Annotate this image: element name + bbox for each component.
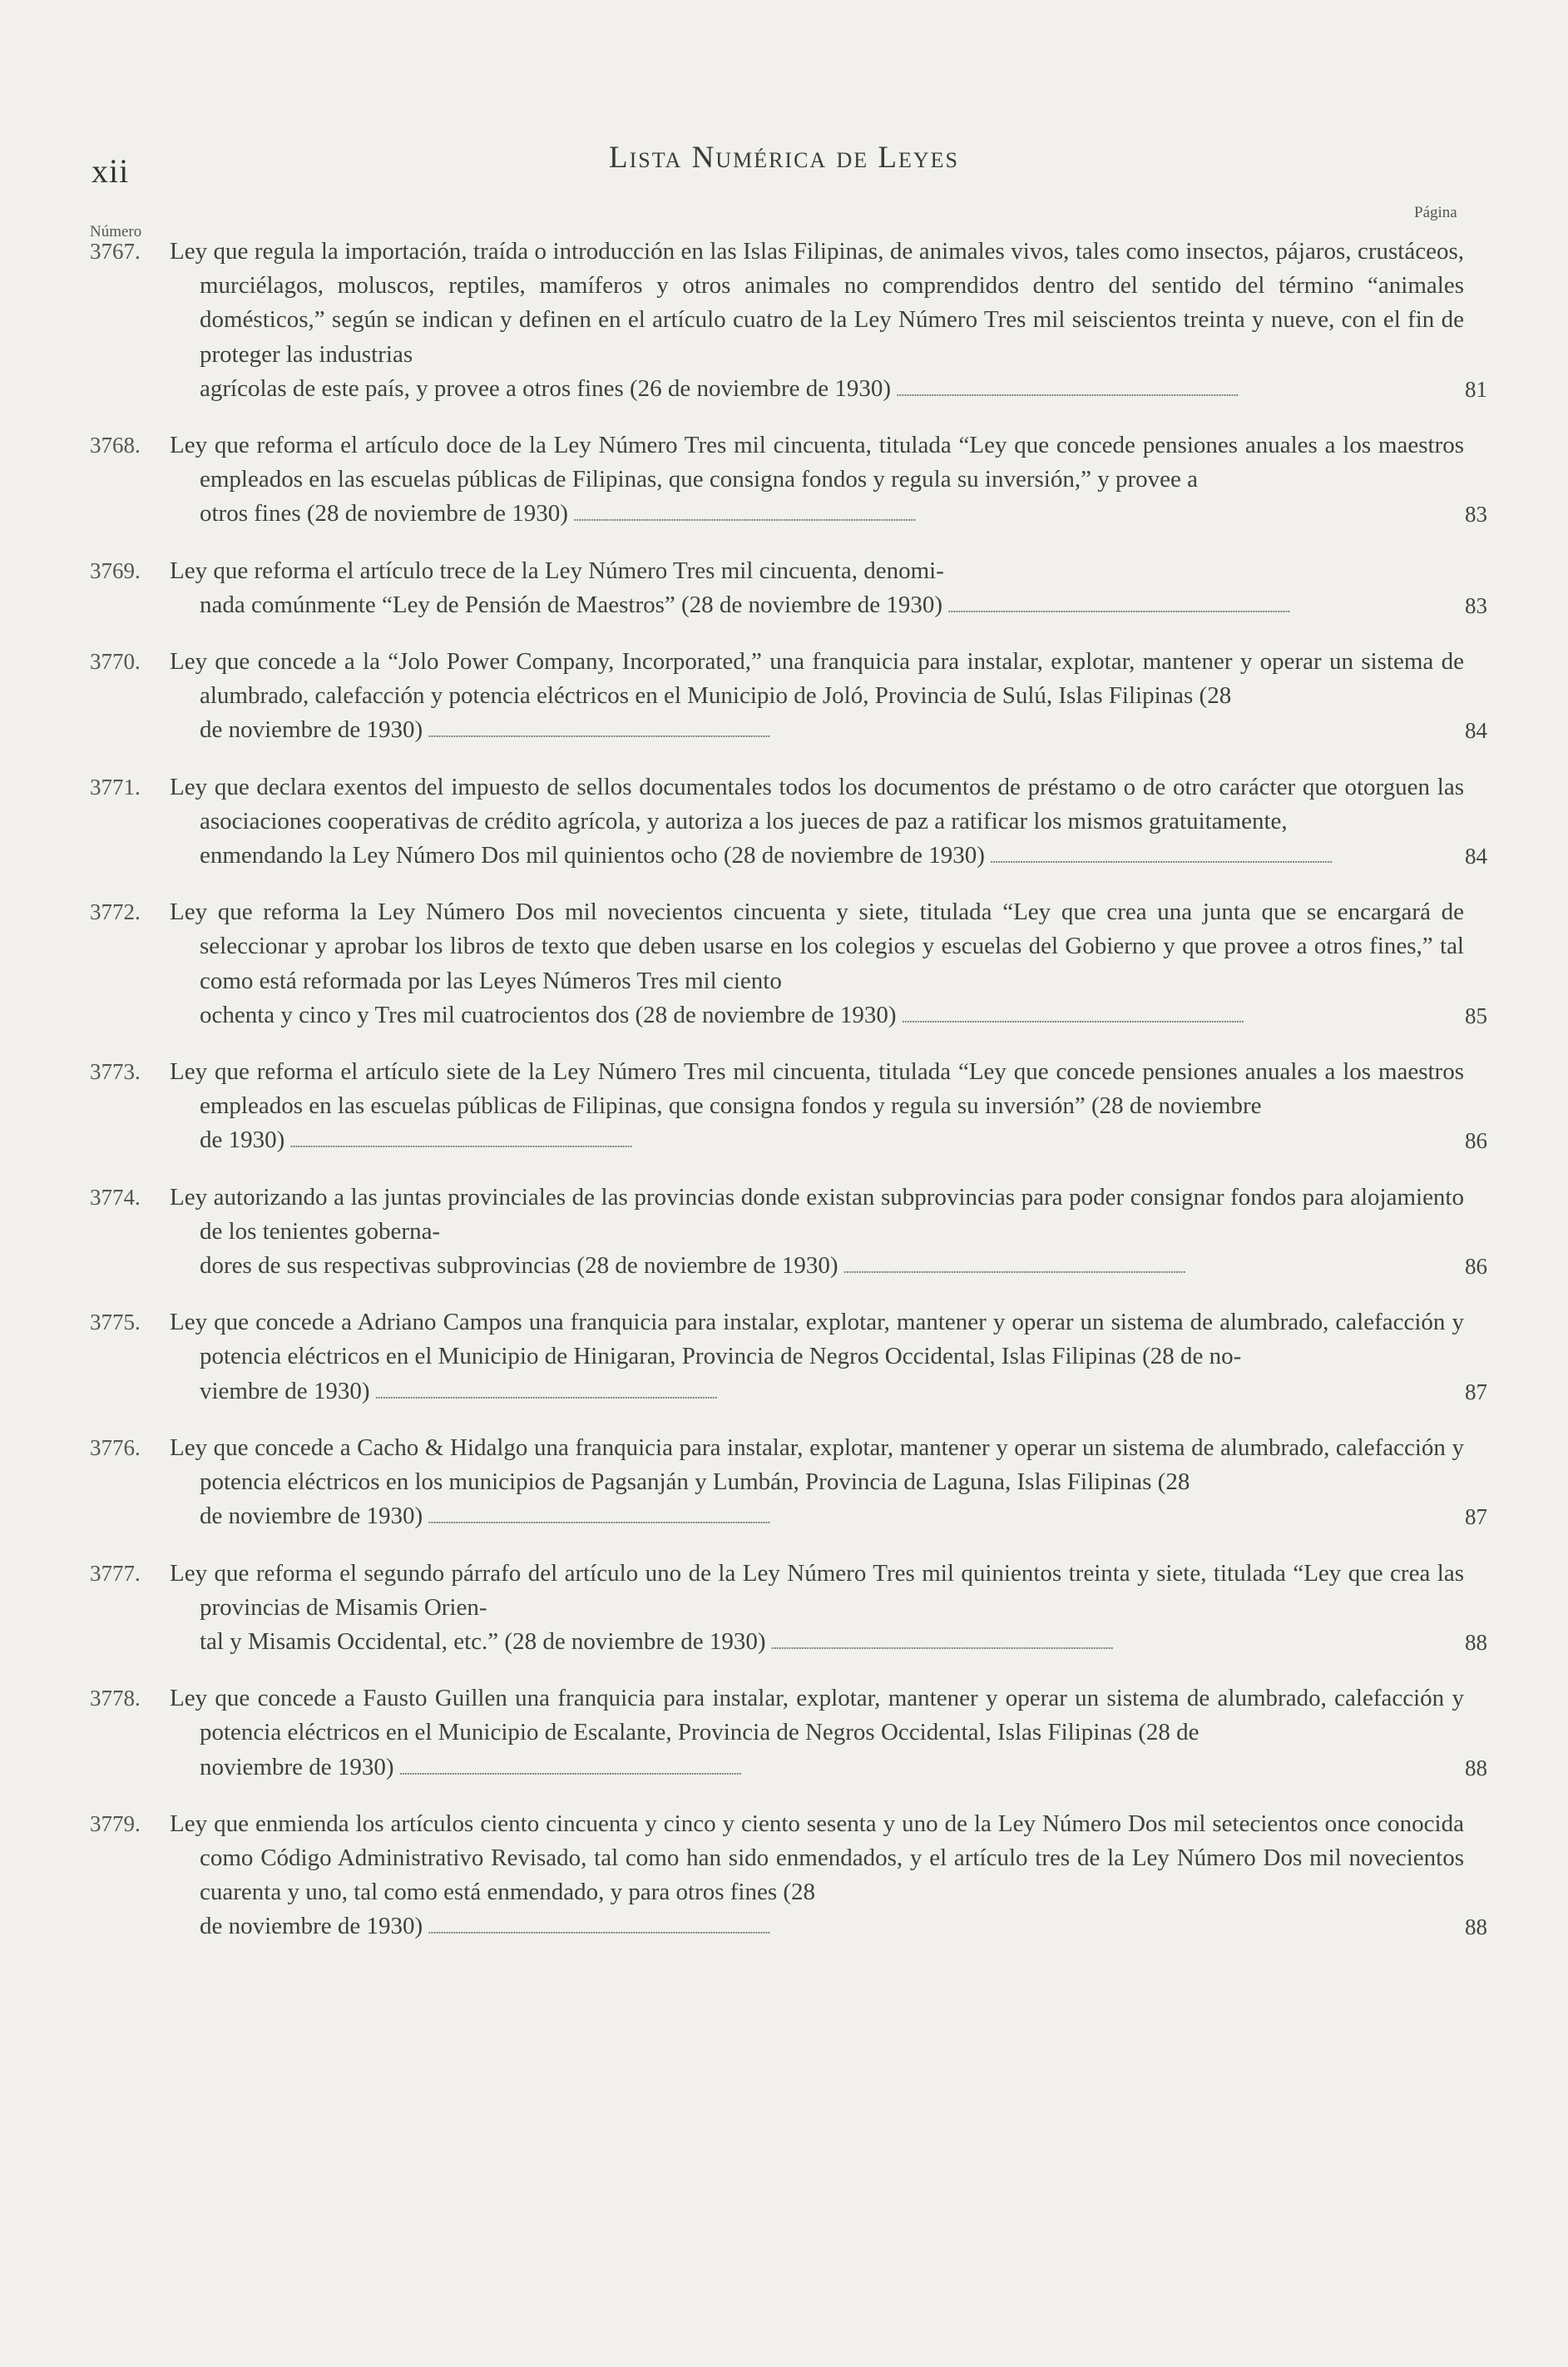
page-reference: 88 — [1465, 1755, 1487, 1780]
law-number: 3773. — [90, 1059, 141, 1085]
dot-leader — [990, 839, 1459, 875]
law-text: Ley que reforma el artículo doce de la Ley Número Tres mil cincuenta, titulada “Ley que concede pensiones anuales a los maestros empleados en las escuelas públicas de Filipinas, que consigna fondos y regula su inversión,” y provee a — [170, 432, 1464, 493]
law-description — [170, 645, 1464, 750]
law-text: Ley que reforma el artículo siete de la Ley Número Tres mil cincuenta, titulada “Ley que concede pensiones anuales a los maestros empleados en las escuelas públicas de Filipinas, que consigna fondos y regula su inversión” (28 de noviembre — [170, 1058, 1464, 1120]
law-text: Ley que reforma la Ley Número Dos mil novecientos cincuenta y siete, titulada “Ley que crea una junta que se encargará de seleccionar y aprobar los libros de texto que deben usarse en los colegios y escuelas del Gobierno y que provee a otros fines,” tal como está reformada por las Leyes Números Tres mil ciento — [170, 899, 1464, 994]
page-reference: 85 — [1465, 1003, 1487, 1028]
law-text: Ley que concede a la “Jolo Power Company, Incorporated,” una franquicia para instalar, explotar, mantener y operar un sistema de alumbrado, calefacción y potencia eléctricos en el Municipio de Joló, Provincia de Sulú, Islas Filipinas (28 — [170, 648, 1464, 710]
law-number: 3779. — [90, 1810, 141, 1836]
law-text-last-line: de noviembre de 1930) — [200, 1503, 423, 1530]
list-item — [90, 1681, 1487, 1787]
law-description — [170, 554, 1464, 625]
page-reference: 88 — [1465, 1914, 1487, 1940]
law-number: 3772. — [90, 899, 141, 925]
page-reference: 83 — [1465, 502, 1487, 527]
page-reference: 86 — [1465, 1128, 1487, 1154]
law-text-last-line: tal y Misamis Occidental, etc.” (28 de noviembre de 1930) — [200, 1627, 766, 1655]
list-item — [90, 1807, 1487, 1947]
dot-leader — [896, 372, 1459, 409]
law-description — [170, 1305, 1464, 1411]
law-description — [170, 770, 1464, 876]
dot-leader — [947, 588, 1459, 625]
law-description — [170, 1431, 1464, 1537]
dot-leader — [428, 1909, 1459, 1946]
law-list — [90, 235, 1487, 1967]
list-item — [90, 645, 1487, 750]
page-reference: 88 — [1465, 1629, 1487, 1655]
law-text: Ley que concede a Cacho & Hidalgo una franquicia para instalar, explotar, mantener y operar un sistema de alumbrado, calefacción y potencia eléctricos en los municipios de Pagsanján y Lumbán, Provincia de Laguna, Islas Filipinas (28 — [170, 1434, 1464, 1496]
law-number: 3768. — [90, 433, 141, 458]
dot-leader — [428, 1499, 1459, 1536]
page-number: xii — [92, 152, 130, 190]
dot-leader — [573, 497, 1459, 533]
list-item — [90, 1305, 1487, 1411]
law-text-last-line: nada comúnmente “Ley de Pensión de Maestros” (28 de noviembre de 1930) — [200, 591, 943, 618]
law-number: 3767. — [90, 239, 141, 264]
list-item — [90, 554, 1487, 625]
law-text-last-line: de 1930) — [200, 1127, 285, 1154]
dot-leader — [289, 1123, 1459, 1160]
law-text-last-line: noviembre de 1930) — [200, 1753, 394, 1780]
page-reference: 84 — [1465, 844, 1487, 869]
list-item — [90, 1181, 1487, 1286]
list-item — [90, 1055, 1487, 1161]
column-label-numero: Número — [90, 223, 142, 240]
law-number: 3777. — [90, 1560, 141, 1586]
law-text-last-line: enmendando la Ley Número Dos mil quinientos ocho (28 de noviembre de 1930) — [200, 842, 985, 869]
list-item — [90, 235, 1487, 409]
law-description — [170, 1557, 1464, 1662]
law-text-last-line: otros fines (28 de noviembre de 1930) — [200, 500, 568, 527]
list-item — [90, 1431, 1487, 1537]
law-number: 3778. — [90, 1686, 141, 1711]
law-description — [170, 895, 1464, 1035]
law-text: Ley que concede a Fausto Guillen una franquicia para instalar, explotar, mantener y operar un sistema de alumbrado, calefacción y potencia eléctricos en el Municipio de Escalante, Provincia de Negros Occidental, Islas Filipinas (28 de — [170, 1685, 1464, 1746]
column-label-pagina: Página — [1414, 204, 1457, 221]
list-item — [90, 428, 1487, 534]
law-number: 3775. — [90, 1310, 141, 1335]
list-item — [90, 895, 1487, 1035]
law-text: Ley que reforma el artículo trece de la Ley Número Tres mil cincuenta, denomi- — [170, 557, 944, 584]
list-item — [90, 1557, 1487, 1662]
page-reference: 83 — [1465, 592, 1487, 618]
law-description — [170, 235, 1464, 409]
law-number: 3771. — [90, 774, 141, 800]
law-description — [170, 428, 1464, 534]
law-description — [170, 1181, 1464, 1286]
law-description — [170, 1681, 1464, 1787]
law-number: 3776. — [90, 1434, 141, 1460]
law-text-last-line: dores de sus respectivas subprovincias (28 de noviembre de 1930) — [200, 1252, 838, 1280]
law-description — [170, 1055, 1464, 1161]
dot-leader — [428, 713, 1459, 750]
law-text: Ley que concede a Adriano Campos una franquicia para instalar, explotar, mantener y operar un sistema de alumbrado, calefacción y potencia eléctricos en el Municipio de Hinigaran, Provincia de Negros Occidental, Islas Filipinas (28 de no- — [170, 1309, 1464, 1370]
law-text: Ley autorizando a las juntas provinciales de las provincias donde existan subprovincias para poder consignar fondos para alojamiento de los tenientes goberna- — [170, 1183, 1464, 1245]
dot-leader — [375, 1374, 1459, 1411]
law-text-last-line: ochenta y cinco y Tres mil cuatrocientos dos (28 de noviembre de 1930) — [200, 1001, 897, 1028]
law-number: 3769. — [90, 557, 141, 583]
page-reference: 87 — [1465, 1504, 1487, 1530]
law-text: Ley que regula la importación, traída o introducción en las Islas Filipinas, de animales vivos, tales como insectos, pájaros, crustáceos, murciélagos, moluscos, reptiles, mamíferos y otros animales no comprendidos dentro del sentido del término “animales domésticos,” según se indican y definen en el artículo cuatro de la Ley Número Tres mil seiscientos treinta y nueve, con el fin de proteger las industrias — [170, 238, 1464, 368]
dot-leader — [770, 1625, 1459, 1661]
law-text-last-line: de noviembre de 1930) — [200, 1913, 423, 1940]
page-title: Lista Numérica de Leyes — [609, 141, 959, 175]
law-text: Ley que enmienda los artículos ciento cincuenta y cinco y ciento sesenta y uno de la Ley Número Dos mil setecientos once conocida como Código Administrativo Revisado, tal como han sido enmendados, y el artículo tres de la Ley Número Dos mil novecientos cuarenta y uno, tal como está enmendado, y para otros fines (28 — [170, 1810, 1464, 1906]
dot-leader — [843, 1249, 1460, 1285]
page-reference: 84 — [1465, 718, 1487, 744]
page-reference: 86 — [1465, 1254, 1487, 1280]
law-text-last-line: de noviembre de 1930) — [200, 716, 423, 744]
law-number: 3770. — [90, 649, 141, 675]
page-reference: 81 — [1465, 376, 1487, 402]
law-description — [170, 1807, 1464, 1947]
dot-leader — [399, 1750, 1459, 1787]
law-number: 3774. — [90, 1184, 141, 1210]
law-text-last-line: viembre de 1930) — [200, 1377, 370, 1404]
law-text: Ley que reforma el segundo párrafo del artículo uno de la Ley Número Tres mil quinientos treinta y siete, titulada “Ley que crea las provincias de Misamis Orien- — [170, 1559, 1464, 1621]
law-text: Ley que declara exentos del impuesto de sellos documentales todos los documentos de préstamo o de otro carácter que otorguen las asociaciones cooperativas de crédito agrícola, y autoriza a los jueces de paz a ratificar los mismos gratuitamente, — [170, 773, 1464, 834]
page-reference: 87 — [1465, 1379, 1487, 1404]
dot-leader — [902, 998, 1459, 1035]
list-item — [90, 770, 1487, 876]
law-text-last-line: agrícolas de este país, y provee a otros fines (26 de noviembre de 1930) — [200, 374, 892, 402]
